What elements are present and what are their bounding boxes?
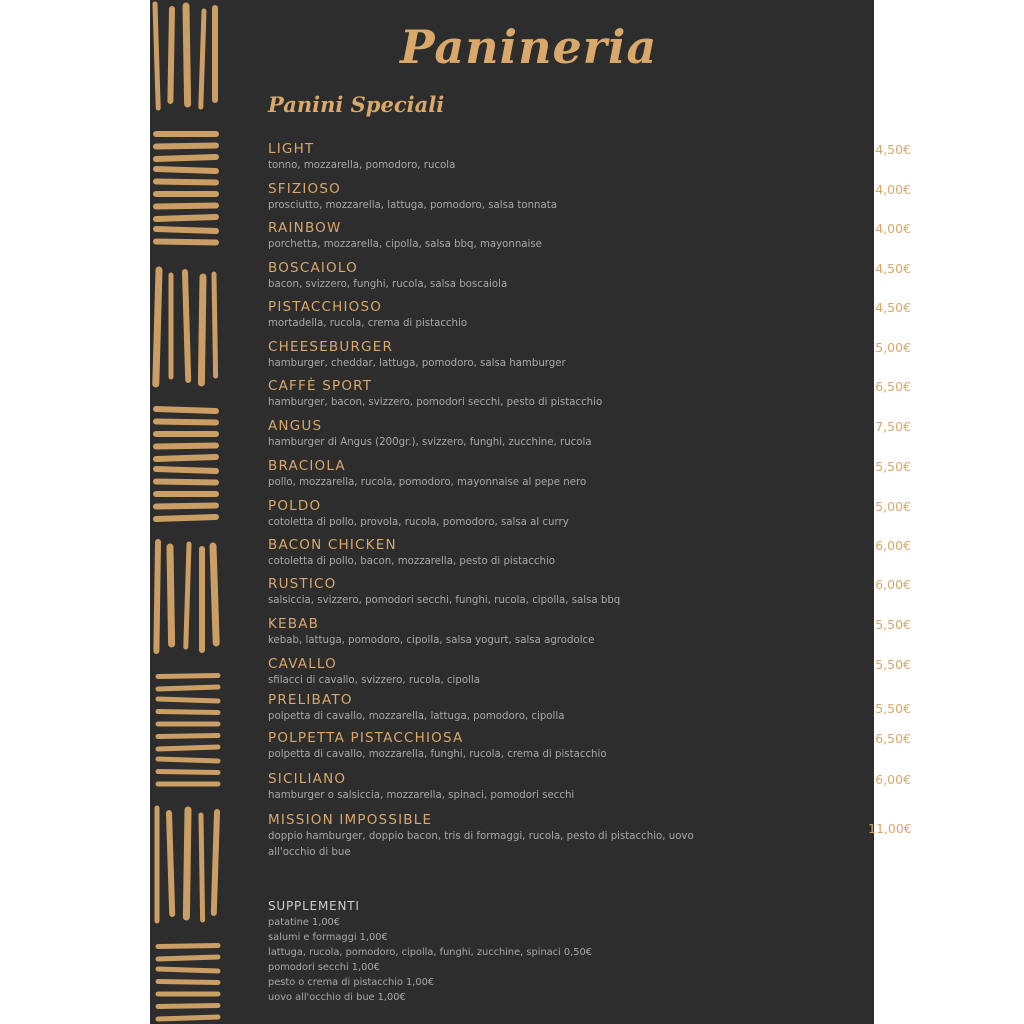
brush-stroke [214,274,216,376]
menu-item [268,260,911,293]
menu-item-name: BOSCAIOLO [268,260,358,276]
menu-item [268,339,911,372]
brush-stroke [158,712,218,713]
brush-stroke [156,146,216,147]
brush-stroke [201,815,203,920]
menu-item [268,692,911,725]
brush-stroke [213,546,216,643]
menu-item-name: CHEESEBURGER [268,339,394,355]
menu-item-description: pollo, mozzarella, rucola, pomodoro, mayonnaise al pepe nero [268,477,587,488]
menu-item-name: RAINBOW [268,220,342,236]
menu-item-description: mortadella, rucola, crema di pistacchio [268,318,468,329]
menu-item-name: BRACIOLA [268,458,346,474]
menu-item-description: polpetta di cavallo, mozzarella, funghi, rucola, crema di pistacchio [268,749,607,760]
brush-stroke [156,182,216,183]
menu-item-description: salsiccia, svizzero, pomodori secchi, funghi, rucola, cipolla, salsa bbq [268,595,621,606]
brush-stroke [156,506,216,507]
brush-stroke [156,482,216,483]
supplement-line: pesto o crema di pistacchio 1,00€ [268,977,435,988]
brush-stroke [156,169,216,171]
brush-stroke [170,547,172,644]
menu-item-price: 7,50€ [875,419,911,434]
brush-stroke [186,6,188,104]
brush-stroke [158,687,218,689]
menu-item-name: KEBAB [268,616,320,632]
menu-item [268,458,911,491]
brush-stroke [214,812,217,913]
brush-stroke [156,446,216,447]
menu-item-price: 4,00€ [875,221,911,236]
brush-stroke [158,982,218,983]
menu-item [268,220,911,253]
menu-item-description: hamburger, cheddar, lattuga, pomodoro, salsa hamburger [268,358,566,369]
brush-stroke [158,772,218,773]
menu-item-name: BACON CHICKEN [268,537,397,553]
menu-item-description: hamburger o salsiccia, mozzarella, spinaci, pomodori secchi [268,790,575,801]
menu-item [268,378,911,411]
brush-stroke [158,1017,218,1019]
menu-item-price: 5,50€ [875,459,911,474]
menu-item-price: 5,50€ [875,701,911,716]
menu-item-price: 4,50€ [875,261,911,276]
decorative-brush-strip [150,0,225,1024]
menu-item-price: 5,00€ [875,499,911,514]
menu-item-description: hamburger di Angus (200gr.), svizzero, funghi, zucchine, rucola [268,437,592,448]
menu-item-price: 6,50€ [875,731,911,746]
menu-item-description: cotoletta di pollo, provola, rucola, pomodoro, salsa al curry [268,517,569,528]
menu-item-description: hamburger, bacon, svizzero, pomodori secchi, pesto di pistacchio [268,397,603,408]
menu-item-price: 6,00€ [875,577,911,592]
menu-item [268,418,911,451]
menu-item [268,656,911,689]
menu-item-name: RUSTICO [268,576,337,592]
brush-stroke [156,206,216,207]
menu-item-name: CAVALLO [268,656,337,672]
menu-item [268,498,911,531]
menu-item-price: 4,50€ [875,300,911,315]
supplement-line: lattuga, rucola, pomodoro, cipolla, funghi, zucchine, spinaci 0,50€ [268,947,592,958]
brush-stroke [158,736,218,737]
menu-item-name: MISSION IMPOSSIBLE [268,812,433,828]
menu-item [268,616,911,649]
brush-stroke [156,542,158,651]
menu-item [268,771,911,804]
brush-stroke [158,699,218,701]
supplement-line: salumi e formaggi 1,00€ [268,932,388,943]
brush-stroke [156,457,216,459]
menu-item [268,576,911,609]
brush-stroke [158,946,218,947]
brush-stroke [186,544,189,647]
menu-item-price: 6,00€ [875,772,911,787]
menu-item-description: bacon, svizzero, funghi, rucola, salsa boscaiola [268,279,508,290]
brush-stroke [158,747,218,749]
menu-item [268,141,911,174]
menu-item-price: 11,00€ [868,821,912,836]
menu-item [268,730,911,763]
menu-item-name: POLPETTA PISTACCHIOSA [268,730,464,746]
brush-stroke [156,270,159,384]
page-title: Panineria [400,20,658,74]
brush-stroke [158,969,218,971]
supplements-section [268,897,718,1005]
menu-item-price: 5,50€ [875,657,911,672]
supplement-line: pomodori secchi 1,00€ [268,962,380,973]
section-title: Panini Speciali [268,92,445,117]
brush-stroke [155,4,158,108]
menu-item-name: CAFFÈ SPORT [268,378,373,394]
menu-item-description: sfilacci di cavallo, svizzero, rucola, cipolla [268,675,480,686]
supplement-line: uovo all'occhio di bue 1,00€ [268,992,406,1003]
menu-item [268,537,911,570]
brush-stroke [170,9,172,101]
brush-stroke [158,759,218,761]
menu-item-description: cotoletta di pollo, bacon, mozzarella, pesto di pistacchio [268,556,556,567]
menu-item-name: POLDO [268,498,322,514]
brush-stroke [156,157,216,159]
menu-item-name: LIGHT [268,141,315,157]
supplement-line: patatine 1,00€ [268,917,341,928]
brush-stroke [156,422,216,423]
menu-page [150,0,912,1024]
menu-item-price: 4,00€ [875,182,911,197]
supplements-title: SUPPLEMENTI [268,899,360,913]
brush-stroke [158,676,218,677]
menu-item-description: porchetta, mozzarella, cipolla, salsa bbq, mayonnaise [268,239,542,250]
menu-item-name: PISTACCHIOSO [268,299,383,315]
brush-stroke [169,813,172,914]
brush-stroke [156,229,216,231]
brush-stroke [156,217,216,219]
menu-item-price: 6,50€ [875,379,911,394]
menu-item-name: SFIZIOSO [268,181,341,197]
menu-item [268,299,911,332]
brush-stroke [156,517,216,519]
menu-item-name: PRELIBATO [268,692,353,708]
brush-stroke [156,409,216,411]
brush-stroke [186,810,188,917]
brush-stroke [158,957,218,959]
brush-stroke [201,11,204,107]
menu-item-description: polpetta di cavallo, mozzarella, lattuga, pomodoro, cipolla [268,711,565,722]
brush-stroke [185,272,188,380]
menu-item-price: 5,50€ [875,617,911,632]
menu-item-price: 4,50€ [875,142,911,157]
brush-stroke [201,277,203,383]
menu-item [268,181,911,214]
menu-item-description: doppio hamburger, doppio bacon, tris di formaggi, rucola, pesto di pistacchio, uovo all'occhio di bue [268,831,694,858]
menu-item [268,812,912,861]
brush-stroke [156,242,216,243]
menu-item-name: ANGUS [268,418,323,434]
menu-item-price: 6,00€ [875,538,911,553]
menu-item-description: tonno, mozzarella, pomodoro, rucola [268,160,456,171]
menu-item-price: 5,00€ [875,340,911,355]
brush-stroke [158,1006,218,1007]
menu-item-description: kebab, lattuga, pomodoro, cipolla, salsa yogurt, salsa agrodolce [268,635,595,646]
menu-item-description: prosciutto, mozzarella, lattuga, pomodoro, salsa tonnata [268,200,557,211]
supplements-list [268,915,718,1005]
menu-item-name: SICILIANO [268,771,347,787]
brush-stroke [156,469,216,471]
